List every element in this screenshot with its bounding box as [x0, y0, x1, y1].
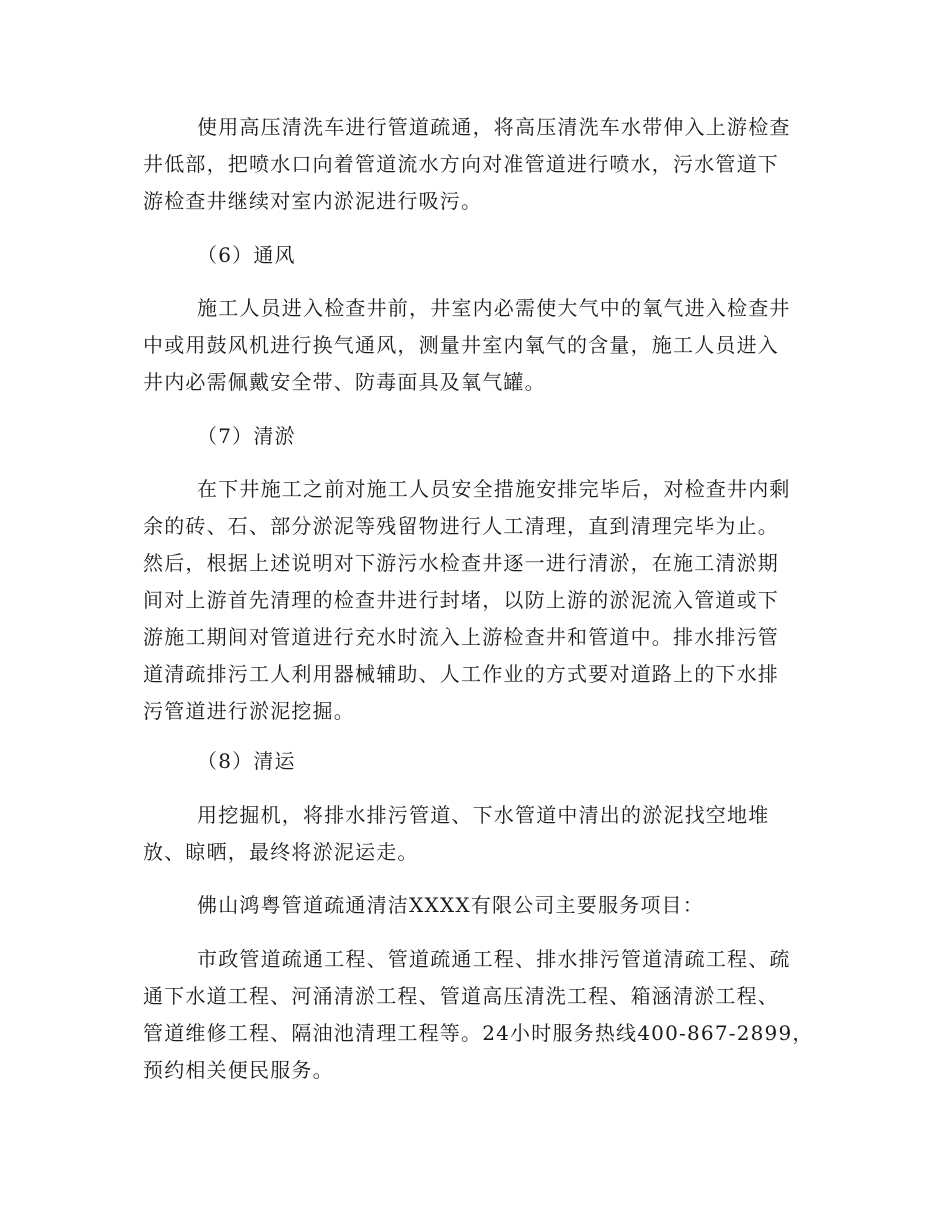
- paragraph-line: 间对上游首先清理的检查井进行封堵，以防上游的淤泥流入管道或下: [143, 588, 779, 612]
- section-heading-ventilation: （6）通风: [197, 243, 296, 267]
- paragraph-line: 施工人员进入检查井前，井室内必需使大气中的氧气进入检查井: [197, 296, 791, 320]
- paragraph-line: 用挖掘机，将排水排污管道、下水管道中清出的淤泥找空地堆: [197, 803, 770, 827]
- paragraph-line: 管道维修工程、隔油池清理工程等。24小时服务热线400-867-2899，: [143, 1021, 814, 1045]
- paragraph-line: 预约相关便民服务。: [143, 1058, 334, 1082]
- paragraph-line: 使用高压清洗车进行管道疏通，将高压清洗车水带伸入上游检查: [197, 115, 791, 139]
- paragraph-line: 在下井施工之前对施工人员安全措施安排完毕后，对检查井内剩: [197, 477, 791, 501]
- paragraph-line: 放、晾晒，最终将淤泥运走。: [143, 840, 419, 864]
- company-services-heading: 佛山鸿粤管道疏通清洁XXXX有限公司主要服务项目：: [197, 893, 704, 917]
- paragraph-line: 井内必需佩戴安全带、防毒面具及氧气罐。: [143, 370, 546, 394]
- paragraph-line: 然后，根据上述说明对下游污水检查井逐一进行清淤，在施工清淤期: [143, 551, 779, 575]
- paragraph-line: 道清疏排污工人利用器械辅助、人工作业的方式要对道路上的下水排: [143, 662, 779, 686]
- section-heading-transport: （8）清运: [197, 749, 296, 773]
- section-heading-dredging: （7）清淤: [197, 424, 296, 448]
- paragraph-line: 市政管道疏通工程、管道疏通工程、排水排污管道清疏工程、疏: [197, 947, 791, 971]
- paragraph-line: 井低部，把喷水口向着管道流水方向对准管道进行喷水，污水管道下: [143, 152, 779, 176]
- paragraph-line: 游施工期间对管道进行充水时流入上游检查井和管道中。排水排污管: [143, 625, 779, 649]
- paragraph-line: 中或用鼓风机进行换气通风，测量井室内氧气的含量，施工人员进入: [143, 333, 779, 357]
- paragraph-line: 余的砖、石、部分淤泥等残留物进行人工清理，直到清理完毕为止。: [143, 514, 779, 538]
- paragraph-line: 通下水道工程、河涌清淤工程、管道高压清洗工程、箱涵清淤工程、: [143, 984, 779, 1008]
- paragraph-line: 污管道进行淤泥挖掘。: [143, 699, 355, 723]
- paragraph-line: 游检查井继续对室内淤泥进行吸污。: [143, 189, 483, 213]
